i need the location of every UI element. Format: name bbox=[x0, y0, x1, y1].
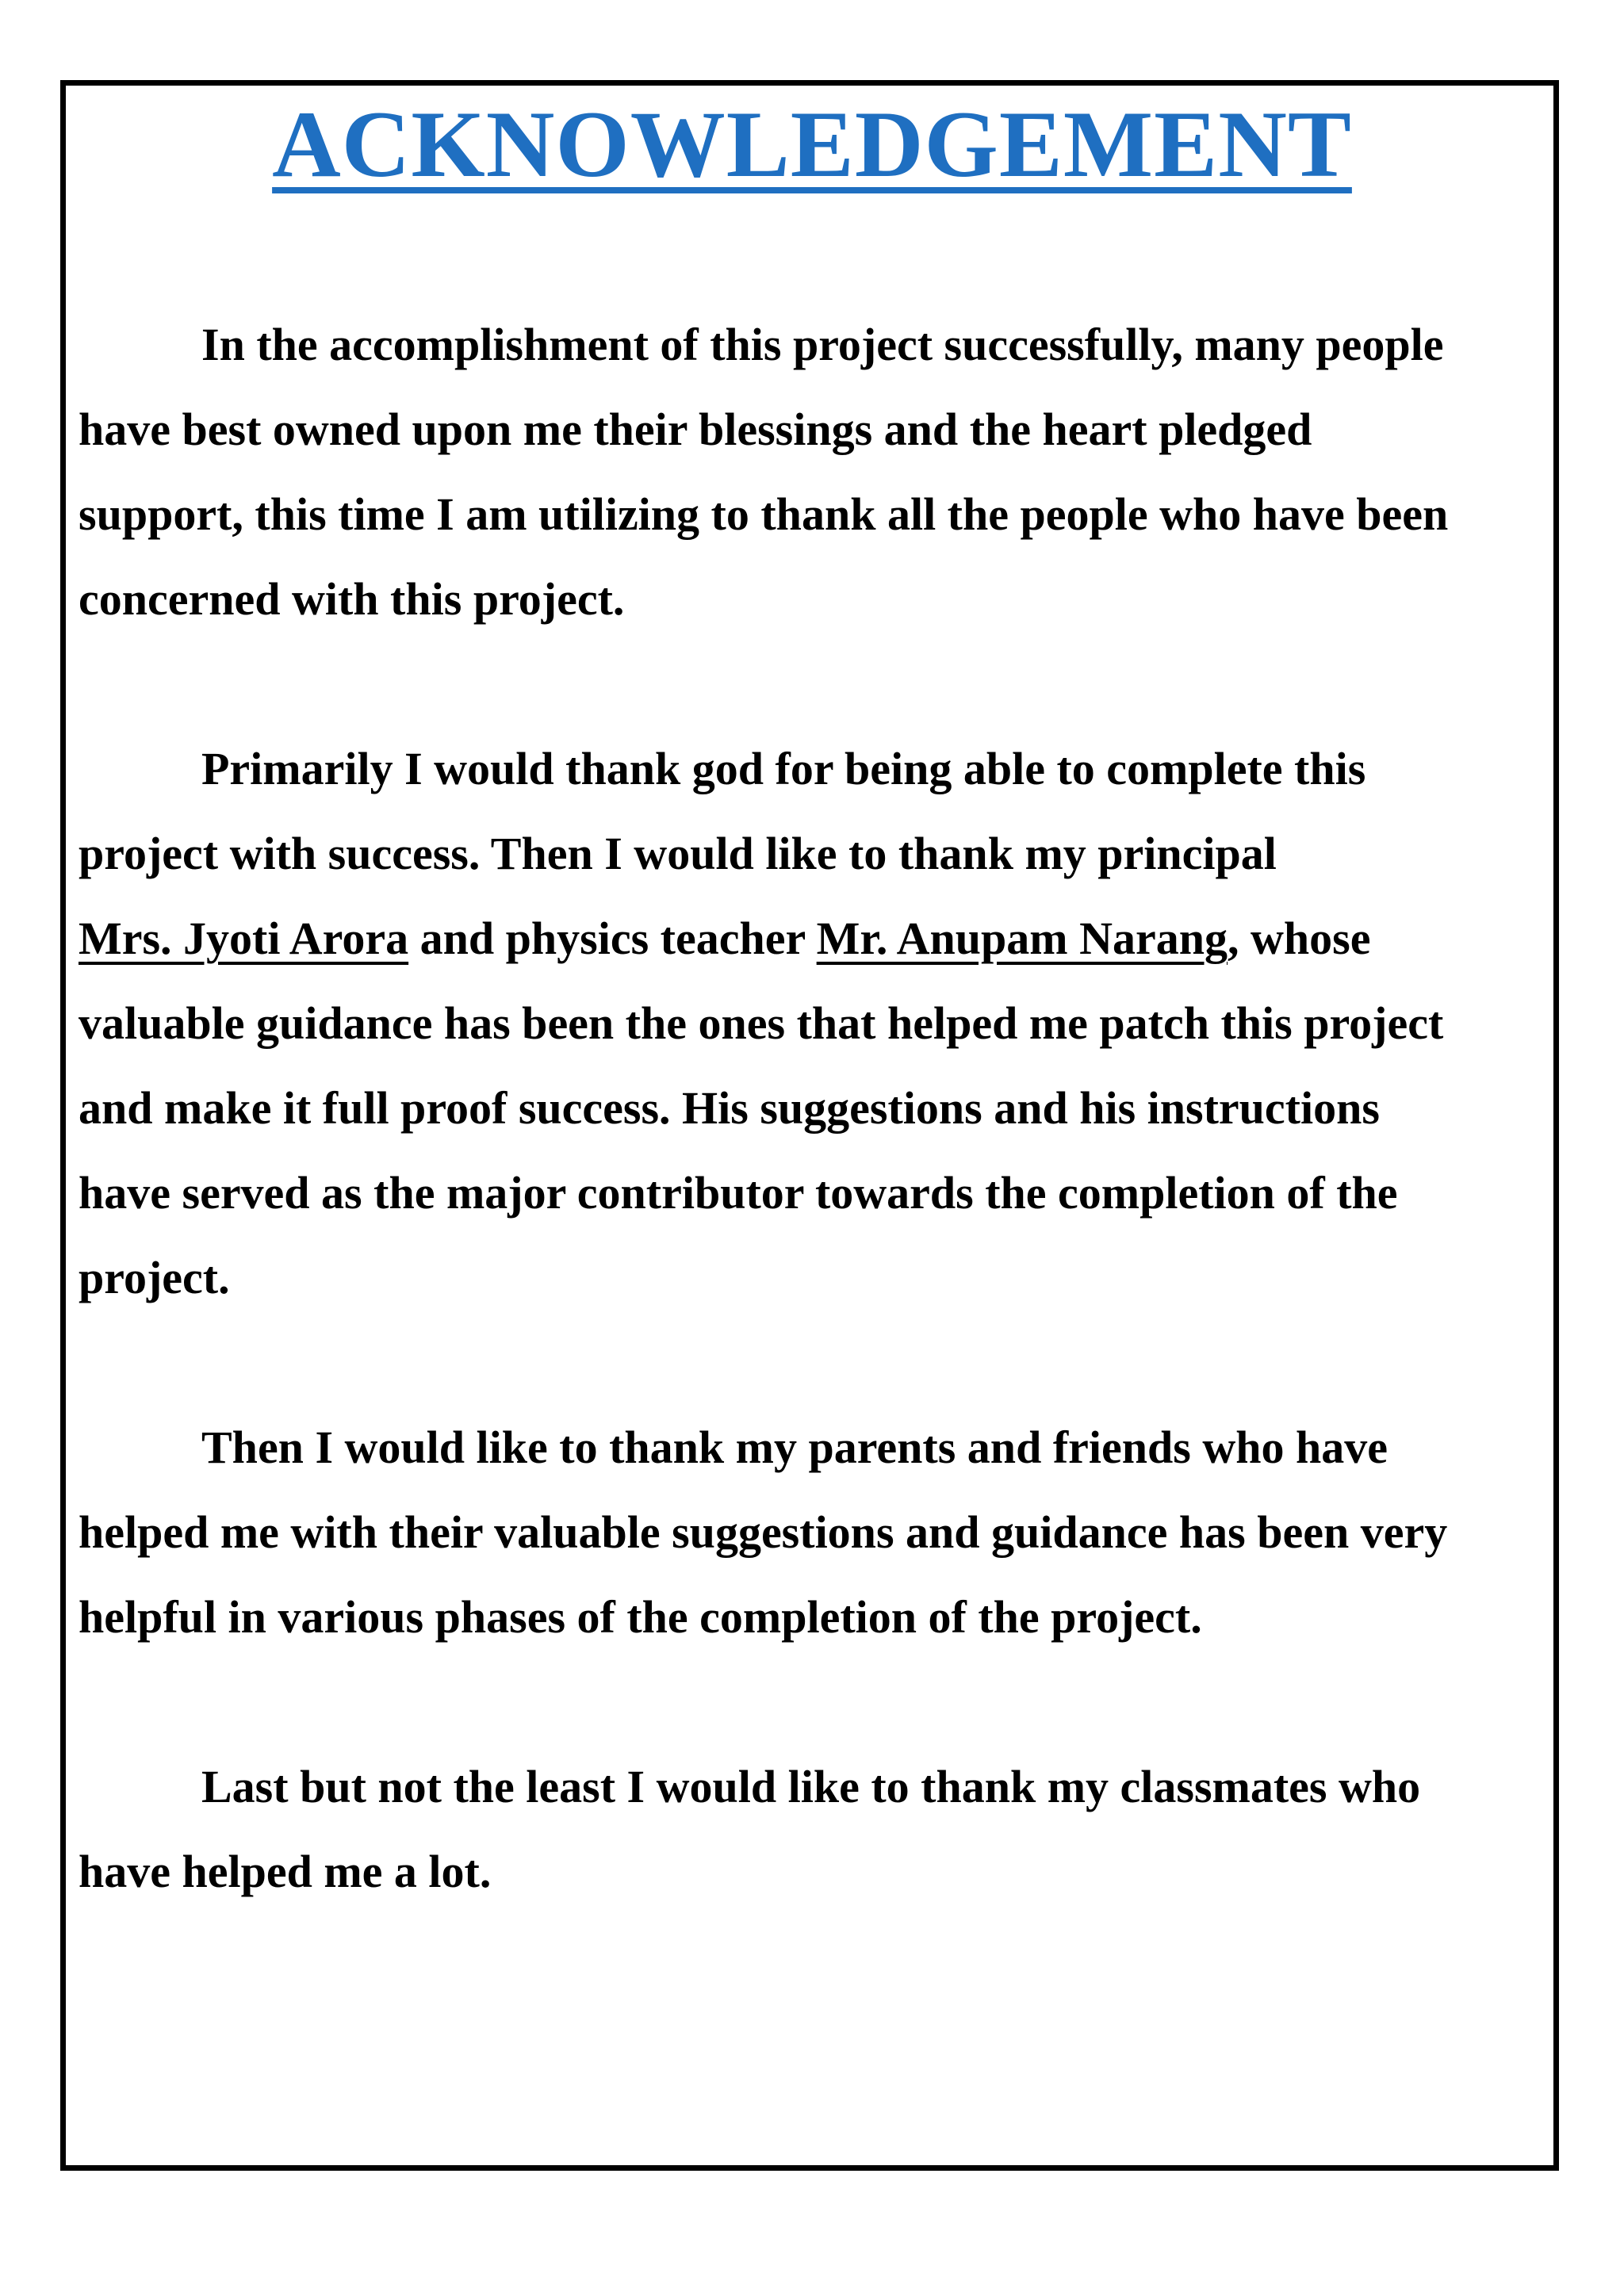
paragraph-line: support, this time I am utilizing to thank all the people who have been bbox=[79, 488, 1449, 540]
teacher-name: Mr. Anupam Narang bbox=[816, 913, 1228, 964]
names-connector-text: and physics teacher bbox=[408, 913, 817, 964]
paragraph-line: project with success. Then I would like to thank my principal bbox=[79, 828, 1277, 879]
names-tail-text: , whose bbox=[1227, 913, 1371, 964]
paragraph-line: and make it full proof success. His suggestions and his instructions bbox=[79, 1082, 1380, 1134]
paragraph-line: concerned with this project. bbox=[79, 573, 625, 625]
acknowledgement-body bbox=[79, 302, 1547, 1999]
paragraph-line: Then I would like to thank my parents and friends who have bbox=[201, 1422, 1388, 1473]
paragraph-line-names bbox=[79, 896, 1547, 981]
paragraph-line: project. bbox=[79, 1252, 230, 1303]
paragraph-2 bbox=[79, 726, 1547, 1320]
paragraph-line: helped me with their valuable suggestions and guidance has been very bbox=[79, 1506, 1448, 1558]
paragraph-line: Last but not the least I would like to thank my classmates who bbox=[201, 1761, 1421, 1812]
paragraph-3 bbox=[79, 1405, 1547, 1659]
paragraph-1 bbox=[79, 302, 1547, 641]
principal-name: Mrs. Jyoti Arora bbox=[79, 913, 409, 964]
paragraph-line: valuable guidance has been the ones that helped me patch this project bbox=[79, 997, 1444, 1049]
page-title-text: ACKNOWLEDGEMENT bbox=[272, 91, 1352, 197]
paragraph-line: have helped me a lot. bbox=[79, 1846, 492, 1897]
page-title bbox=[0, 89, 1624, 200]
paragraph-line: In the accomplishment of this project successfully, many people bbox=[201, 319, 1444, 370]
paragraph-line: have served as the major contributor towards the completion of the bbox=[79, 1167, 1398, 1219]
paragraph-line: have best owned upon me their blessings and the heart pledged bbox=[79, 404, 1312, 455]
paragraph-line: Primarily I would thank god for being able to complete this bbox=[201, 743, 1366, 794]
paragraph-4 bbox=[79, 1744, 1547, 1914]
paragraph-line: helpful in various phases of the completion of the project. bbox=[79, 1591, 1202, 1643]
